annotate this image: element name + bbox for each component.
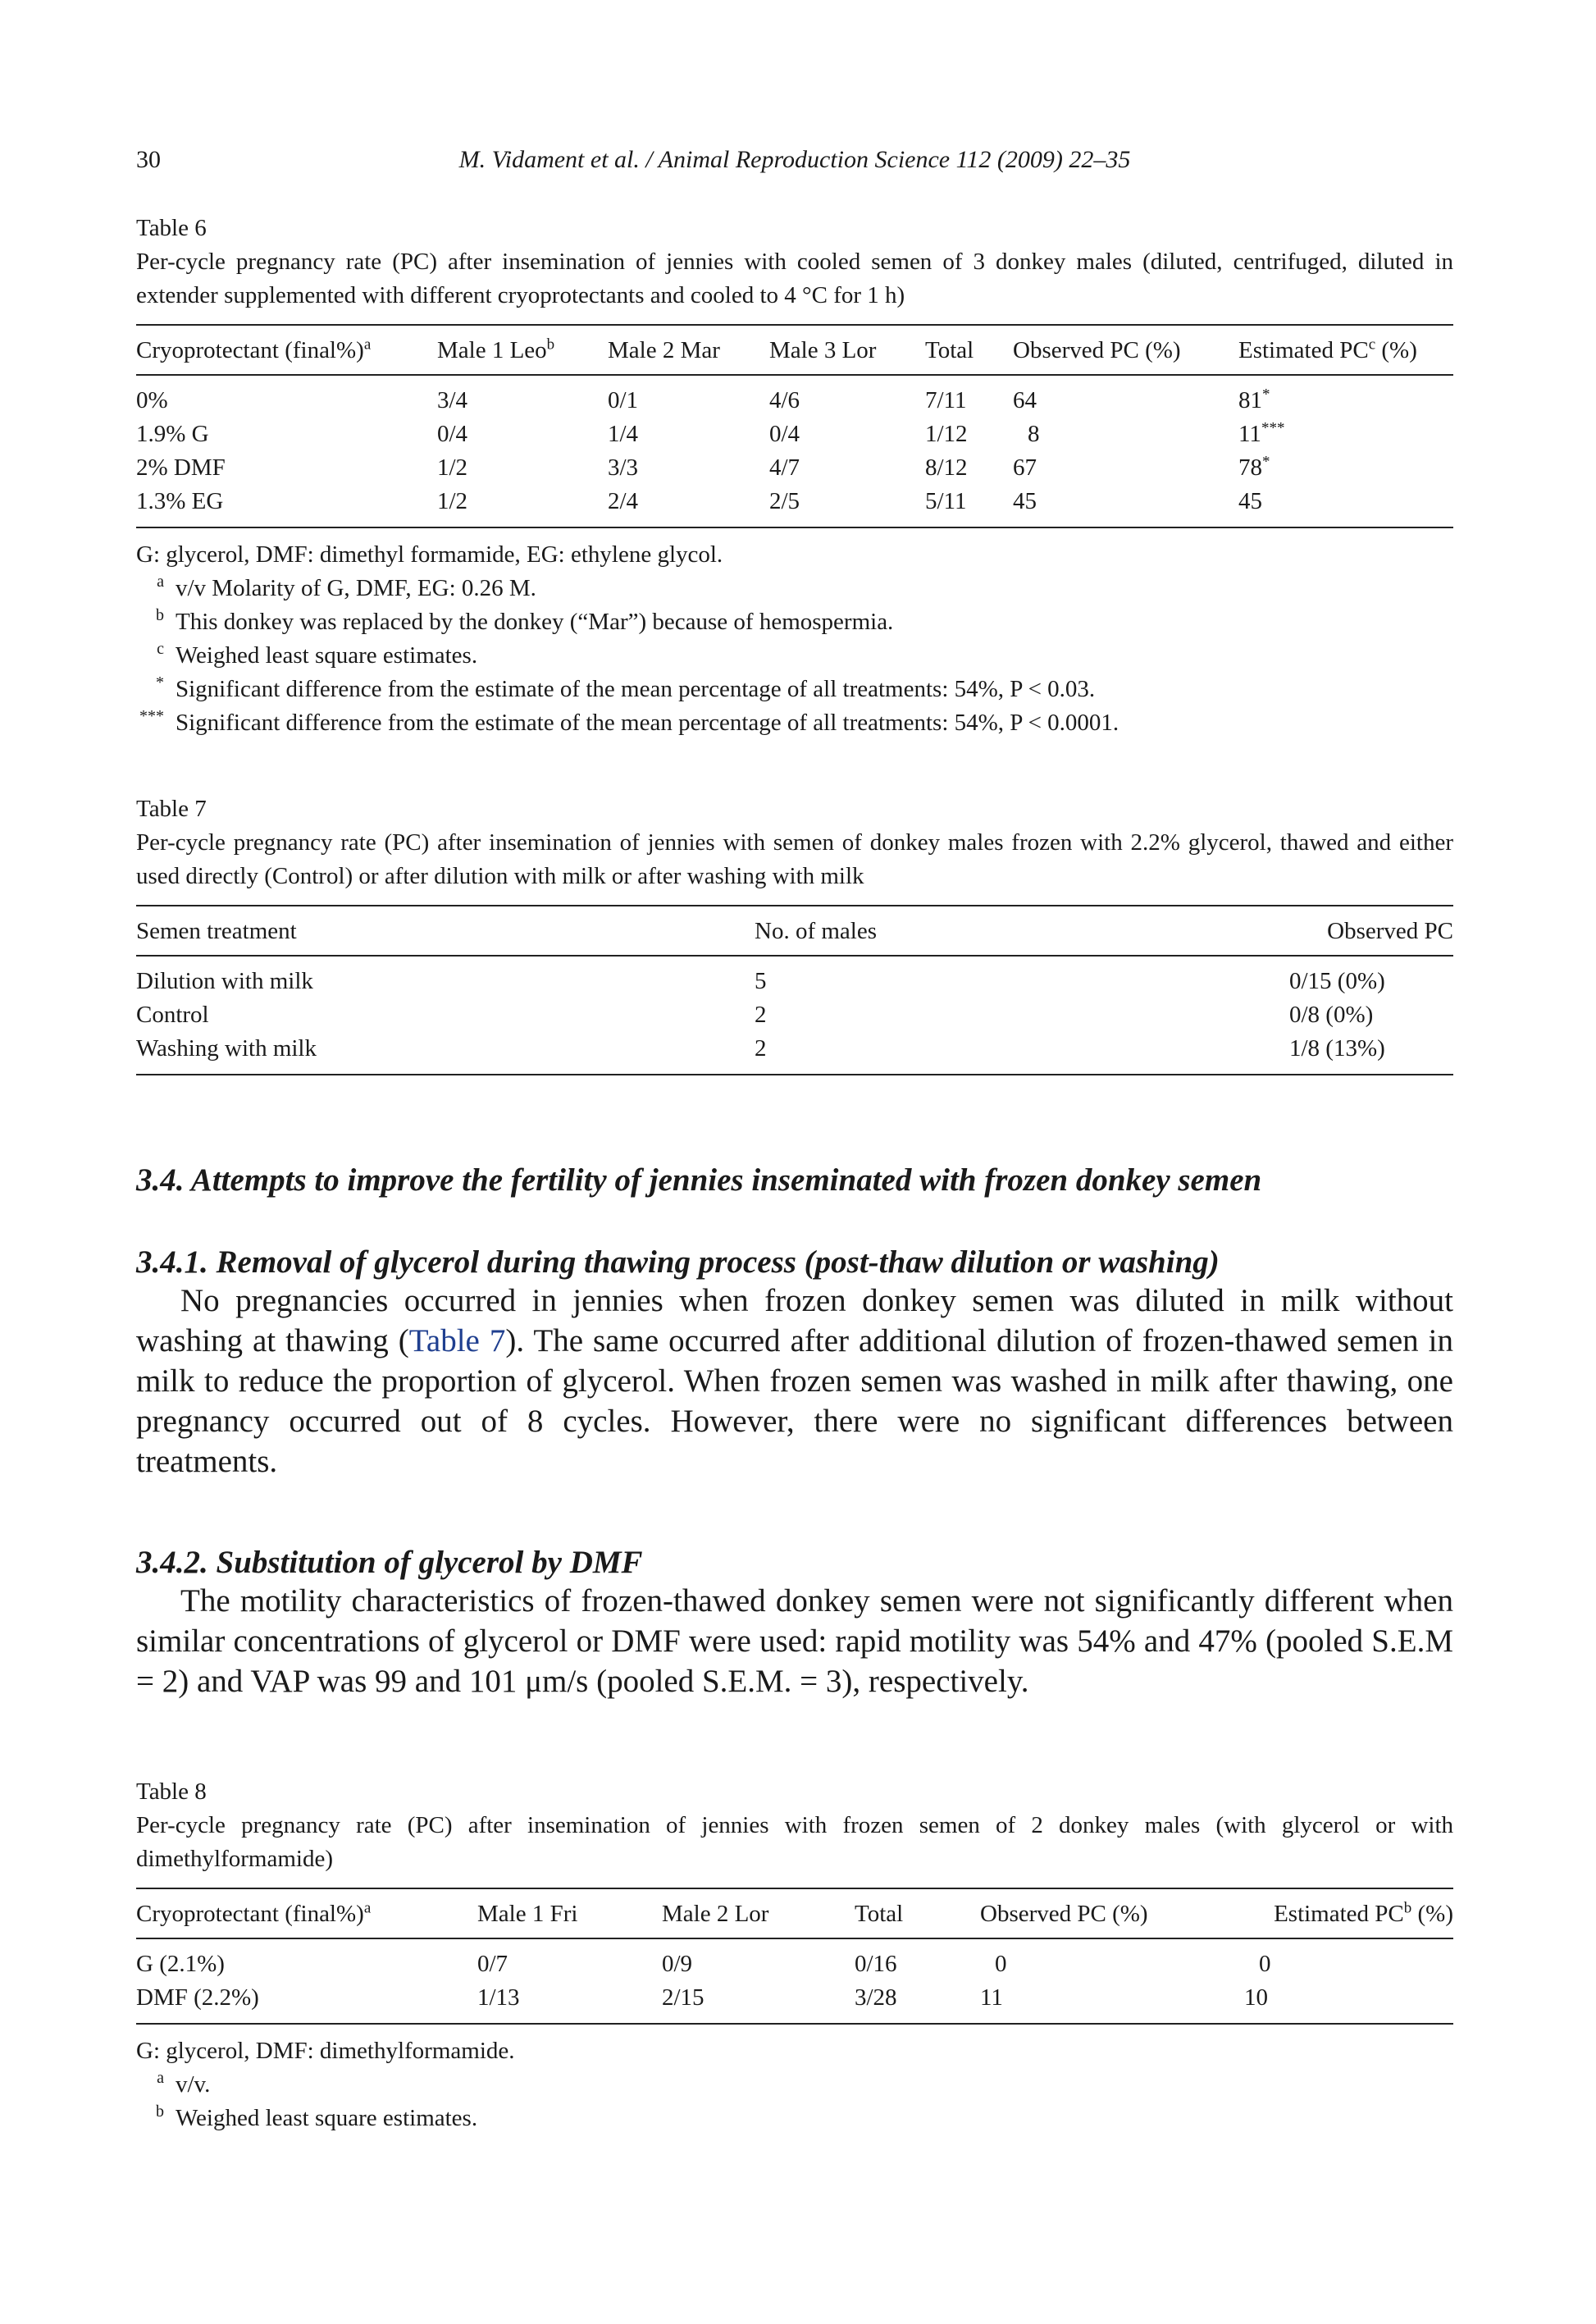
table-6-col-male1: Male 1 Leo$^b$ <box>437 325 608 375</box>
table-6-col-observed: Observed PC (%) <box>1013 325 1238 375</box>
table-row: Washing with milk 2 1/8 (13%) <box>136 1032 1453 1075</box>
table-6-col-male2: Male 2 Mar <box>608 325 769 375</box>
table-row: 1.9% G 0/4 1/4 0/4 1/12 8 11*** <box>136 419 1285 447</box>
table-8-col-observed: Observed PC (%) <box>980 1888 1244 1938</box>
table-7-caption: Per-cycle pregnancy rate (PC) after insemination of jennies with semen of donkey males frozen with 2.2% glycerol, thawed and either used directly (Control) or after dilution with milk or after washing with milk <box>136 829 1453 889</box>
page-number: 30 <box>136 146 161 173</box>
table-7 <box>136 792 1453 1075</box>
table-8-footnotes <box>136 2034 1453 2135</box>
table-row: 1.3% EG 1/2 2/4 2/5 5/11 45 45 <box>136 485 1453 527</box>
table-6-footnote-a: a v/v Molarity of G, DMF, EG: 0.26 M. <box>157 573 536 601</box>
section-3-4-1-paragraph: No pregnancies occurred in jennies when frozen donkey semen was diluted in milk without washing at thawing (Table 7). The same occurred after additional dilution of frozen-thawed semen in milk to reduce the proportion of glycerol. When frozen semen was washed in milk after thawing, one pregnancy occurred out of 8 cycles. However, there were no significant differences between treatments. <box>136 1283 1453 1479</box>
table-6-caption: Per-cycle pregnancy rate (PC) after insemination of jennies with cooled semen of 3 donkey males (diluted, centrifuged, diluted in extender supplemented with different cryoprotectants and cooled to 4 °C for 1 h) <box>136 249 1453 308</box>
journal-reference: M. Vidament et al. / Animal Reproduction Science 112 (2009) 22–35 <box>458 146 1131 173</box>
section-3-4-2-paragraph: The motility characteristics of frozen-thawed donkey semen were not significantly different when similar concentrations of glycerol or DMF were used: rapid motility was 54% and 47% (pooled S.E.M = 2) and VAP was 99 and 101 μm/s (pooled S.E.M. = 3), respectively. <box>136 1583 1453 1699</box>
table-6-footnote-c: c Weighed least square estimates. <box>157 640 478 669</box>
table-8-col-male2: Male 2 Lor <box>662 1888 855 1938</box>
table-8-col-male1: Male 1 Fri <box>477 1888 662 1938</box>
table-7-col-males: No. of males <box>755 906 1289 956</box>
table-8-footnote-b: b Weighed least square estimates. <box>156 2103 478 2131</box>
table-row: DMF (2.2%) 1/13 2/15 3/28 11 10 <box>136 1981 1453 2024</box>
section-3-4-1 <box>136 1244 1453 1482</box>
table-8-col-total: Total <box>855 1888 980 1938</box>
table-8-header-row <box>136 1888 1453 1938</box>
table-8-col-estimated: Estimated $PC^b$ (%) <box>1244 1888 1453 1938</box>
table-6-col-estimated: Estimated $PC^c$ (%) <box>1238 325 1453 375</box>
table-row: Control 2 0/8 (0%) <box>136 1002 1374 1028</box>
table-8-footnote-abbrev: G: glycerol, DMF: dimethylformamide. <box>136 2038 515 2064</box>
table-6-header-row <box>136 325 1453 375</box>
section-3-4-2-heading: 3.4.2. Substitution of glycerol by DMF <box>136 1545 643 1580</box>
table-8-grid <box>136 1888 1453 2025</box>
section-3-4 <box>136 1162 1453 1199</box>
table-6-footnote-star: * Significant difference from the estimate of the mean percentage of all treatments: 54%, P < 0.03. <box>156 673 1096 702</box>
section-3-4-1-heading: 3.4.1. Removal of glycerol during thawing process (post-thaw dilution or washing) <box>136 1244 1220 1280</box>
table-6-col-cryoprotectant: Cryoprotectant (final%)$^a$ <box>136 325 437 375</box>
table-7-label: Table 7 <box>136 796 207 822</box>
table-6-label: Table 6 <box>136 215 207 241</box>
table-8-caption: Per-cycle pregnancy rate (PC) after insemination of jennies with frozen semen of 2 donkey males (with glycerol or with dimethylformamide) <box>136 1812 1453 1872</box>
running-head <box>136 146 1453 179</box>
table-row: 2% DMF 1/2 3/3 4/7 8/12 67 78* <box>136 453 1270 481</box>
table-7-col-treatment: Semen treatment <box>136 906 755 956</box>
table-7-link[interactable]: Table 7 <box>408 1323 506 1358</box>
table-7-header-row <box>136 906 1453 956</box>
table-8-footnote-a: a v/v. <box>157 2069 211 2098</box>
table-row: Dilution with milk 5 0/15 (0%) <box>136 968 1385 994</box>
section-3-4-heading: 3.4. Attempts to improve the fertility of jennies inseminated with frozen donkey semen <box>136 1162 1262 1198</box>
table-6 <box>136 212 1453 740</box>
section-3-4-2 <box>136 1544 1453 1701</box>
table-7-col-observed: Observed PC <box>1289 906 1453 956</box>
table-8-col-cryoprotectant: Cryoprotectant (final%)$^a$ <box>136 1888 477 1938</box>
table-row: 0% 3/4 0/1 4/6 7/11 64 81* <box>136 386 1270 413</box>
table-6-footnote-abbrev: G: glycerol, DMF: dimethyl formamide, EG: ethylene glycol. <box>136 541 723 568</box>
table-8-label: Table 8 <box>136 1778 207 1805</box>
table-6-col-male3: Male 3 Lor <box>769 325 925 375</box>
table-8 <box>136 1775 1453 2135</box>
table-6-footnote-triple-star: *** Significant difference from the estimate of the mean percentage of all treatments: 54%, P < 0.0001. <box>139 707 1119 736</box>
table-6-grid <box>136 324 1453 528</box>
table-row: G (2.1%) 0/7 0/9 0/16 0 0 <box>136 1951 1271 1977</box>
table-6-col-total: Total <box>925 325 1013 375</box>
table-7-grid <box>136 905 1453 1075</box>
table-6-footnotes <box>136 538 1453 740</box>
table-6-footnote-b: b This donkey was replaced by the donkey (“Mar”) because of hemospermia. <box>156 606 894 635</box>
